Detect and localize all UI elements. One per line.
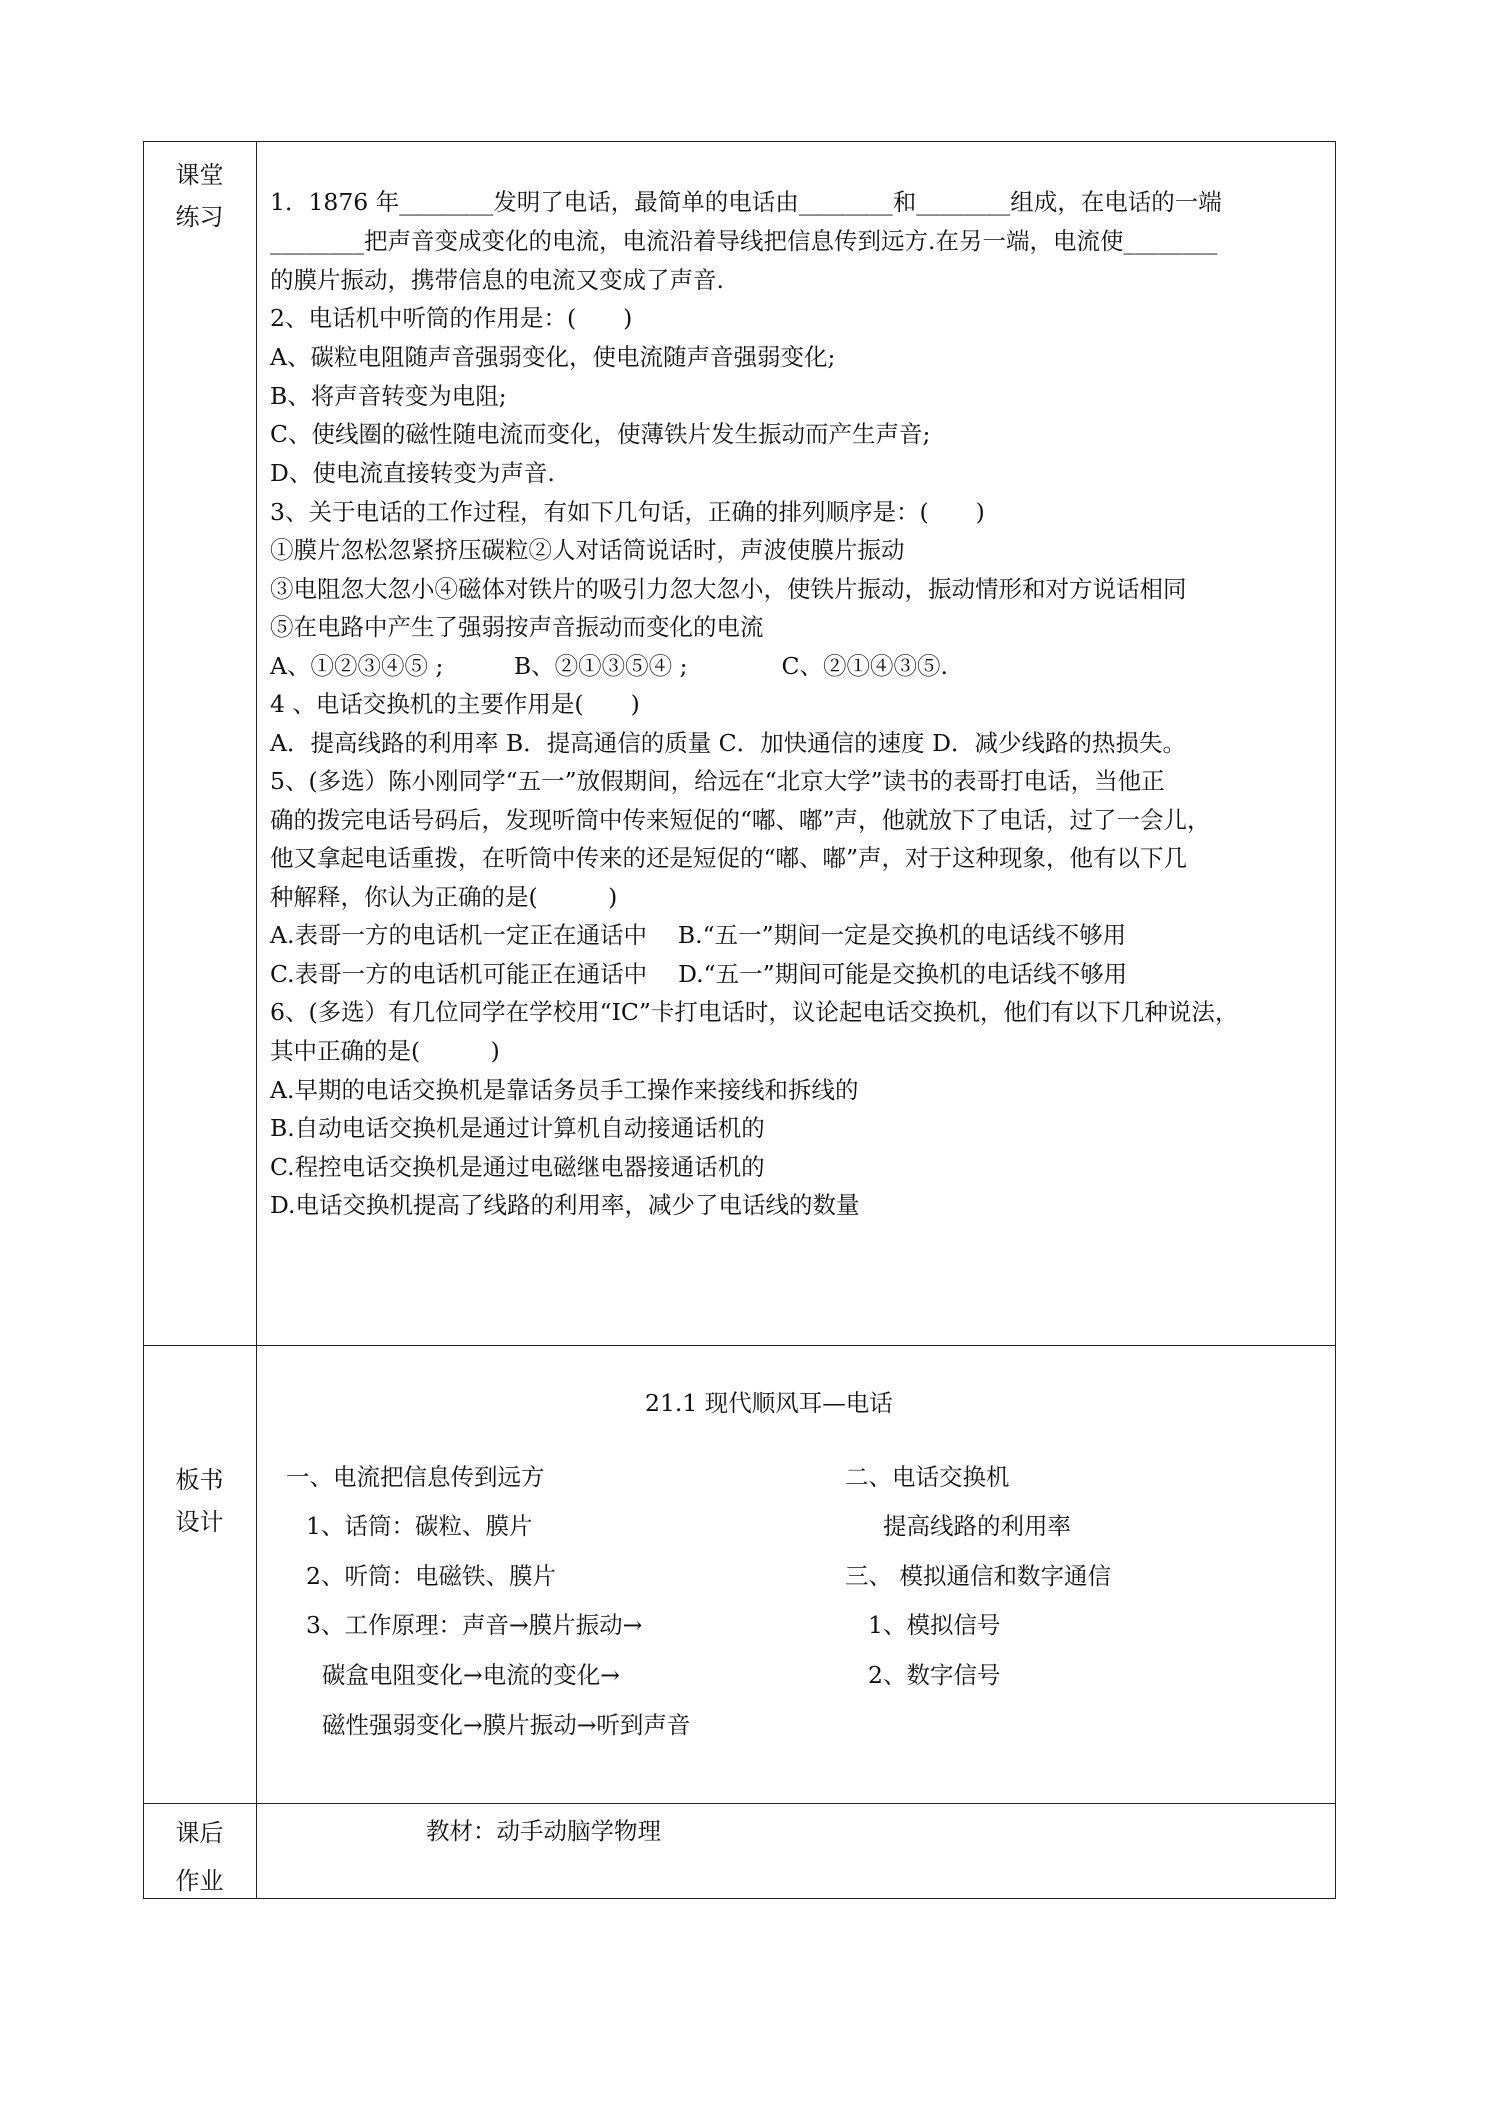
homework-label-2: 作业 bbox=[175, 1867, 224, 1895]
question-line: A．提高线路的利用率 B．提高通信的质量 C．加快通信的速度 D．减少线路的热损失。 bbox=[270, 729, 1186, 757]
question-line: 其中正确的是( ) bbox=[270, 1037, 500, 1065]
question-line: ⑤在电路中产生了强弱按声音振动而变化的电流 bbox=[270, 613, 764, 641]
question-line: 2、电话机中听筒的作用是：( ) bbox=[270, 304, 633, 332]
question-line: B、将声音转变为电阻; bbox=[270, 382, 507, 410]
question-line: 确的拨完电话号码后，发现听筒中传来短促的“嘟、嘟”声，他就放下了电话，过了一会儿， bbox=[270, 806, 1211, 834]
board-label-2: 设计 bbox=[175, 1508, 224, 1536]
homework-row-label bbox=[143, 1812, 256, 1902]
board-right-heading: 二、电话交换机 bbox=[845, 1463, 1010, 1491]
question-line: ③电阻忽大忽小④磁体对铁片的吸引力忽大忽小，使铁片振动，振动情形和对方说话相同 bbox=[270, 575, 1187, 603]
board-row-label bbox=[143, 1459, 256, 1543]
board-label-1: 板书 bbox=[175, 1466, 224, 1494]
board-left-line: 2、听筒：电磁铁、膜片 bbox=[306, 1562, 556, 1590]
board-right-line: 2、数字信号 bbox=[868, 1661, 1001, 1689]
board-title: 21.1 现代顺风耳—电话 bbox=[645, 1389, 893, 1417]
board-left-line: 1、话筒：碳粒、膜片 bbox=[306, 1512, 533, 1540]
question-line: A、碳粒电阻随声音强弱变化，使电流随声音强弱变化; bbox=[270, 343, 836, 371]
question-line: A、①②③④⑤ ; B、②①③⑤④ ; C、②①④③⑤. bbox=[270, 652, 948, 680]
board-left-line: 碳盒电阻变化→电流的变化→ bbox=[322, 1661, 620, 1689]
board-left-heading: 一、电流把信息传到远方 bbox=[286, 1463, 545, 1491]
practice-label-1: 课堂 bbox=[175, 161, 224, 189]
question-line: 4 、电话交换机的主要作用是( ) bbox=[270, 690, 640, 718]
homework-label-1: 课后 bbox=[175, 1819, 224, 1847]
question-line: ①膜片忽松忽紧挤压碳粒②人对话筒说话时，声波使膜片振动 bbox=[270, 536, 905, 564]
question-line: 3、关于电话的工作过程，有如下几句话，正确的排列顺序是：( ) bbox=[270, 498, 985, 526]
board-left-line: 3、工作原理：声音→膜片振动→ bbox=[306, 1611, 643, 1639]
question-line: C、使线圈的磁性随电流而变化，使薄铁片发生振动而产生声音; bbox=[270, 420, 931, 448]
question-line: 的膜片振动，携带信息的电流又变成了声音. bbox=[270, 266, 724, 294]
question-line: D.电话交换机提高了线路的利用率，减少了电话线的数量 bbox=[270, 1191, 860, 1219]
row-divider-1 bbox=[143, 1345, 1336, 1346]
column-divider bbox=[256, 141, 257, 1899]
practice-label-2: 练习 bbox=[175, 203, 224, 231]
row-divider-2 bbox=[143, 1803, 1336, 1804]
question-line: 1．1876 年________发明了电话，最简单的电话由________和________组成，在电话的一端 bbox=[270, 188, 1222, 216]
question-line: A.早期的电话交换机是靠话务员手工操作来接线和拆线的 bbox=[270, 1076, 859, 1104]
question-line: ________把声音变成变化的电流，电流沿着导线把信息传到远方.在另一端，电流使________ bbox=[270, 227, 1218, 255]
question-line: 种解释，你认为正确的是( ) bbox=[270, 883, 618, 911]
question-line: B.自动电话交换机是通过计算机自动接通话机的 bbox=[270, 1114, 765, 1142]
question-line: 5、(多选）陈小刚同学“五一”放假期间，给远在“北京大学”读书的表哥打电话，当他正 bbox=[270, 767, 1165, 795]
board-left-line: 磁性强弱变化→膜片振动→听到声音 bbox=[322, 1711, 691, 1739]
board-right-line: 提高线路的利用率 bbox=[883, 1512, 1071, 1540]
question-line: D、使电流直接转变为声音. bbox=[270, 459, 555, 487]
question-line: 他又拿起电话重拨，在听筒中传来的还是短促的“嘟、嘟”声，对于这种现象，他有以下几 bbox=[270, 844, 1188, 872]
question-line: A.表哥一方的电话机一定正在通话中 B.“五一”期间一定是交换机的电话线不够用 bbox=[270, 921, 1127, 949]
homework-text: 教材：动手动脑学物理 bbox=[426, 1817, 661, 1845]
board-right-heading: 三、 模拟通信和数字通信 bbox=[845, 1562, 1111, 1590]
question-line: 6、(多选）有几位同学在学校用“IC”卡打电话时，议论起电话交换机，他们有以下几种说法， bbox=[270, 998, 1239, 1026]
board-right-line: 1、模拟信号 bbox=[868, 1611, 1001, 1639]
question-line: C.表哥一方的电话机可能正在通话中 D.“五一”期间可能是交换机的电话线不够用 bbox=[270, 960, 1128, 988]
practice-row-label bbox=[143, 154, 256, 238]
question-line: C.程控电话交换机是通过电磁继电器接通话机的 bbox=[270, 1153, 765, 1181]
